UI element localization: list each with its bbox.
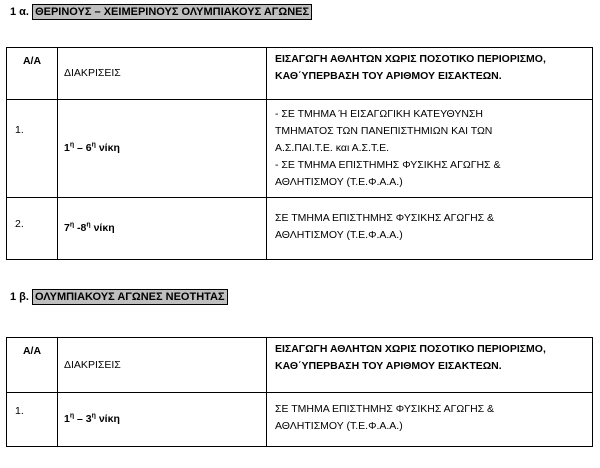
header-entry-line2: ΚΑΘ΄ΥΠΕΡΒΑΣΗ ΤΟΥ ΑΡΙΘΜΟΥ ΕΙΣΑΚΤΕΩΝ. bbox=[275, 70, 502, 82]
row-distinction: $7^\eta$ $-8^\eta$ νίκη bbox=[58, 198, 267, 260]
header-entry-line1: ΕΙΣΑΓΩΓΗ ΑΘΛΗΤΩΝ ΧΩΡΙΣ ΠΟΣΟΤΙΚΟ ΠΕΡΙΟΡΙΣΜΟ, bbox=[275, 53, 546, 65]
section2-heading bbox=[10, 291, 228, 303]
row-distinction: $1^\eta - 6^\eta$ νίκη bbox=[58, 100, 267, 198]
section1-number: 1 α. bbox=[10, 6, 29, 18]
section1-title: ΘΕΡΙΝΟΥΣ – ΧΕΙΜΕΡΙΝΟΥΣ ΟΛΥΜΠΙΑΚΟΥΣ ΑΓΩΝΕΣ bbox=[32, 4, 312, 20]
row-entry: - ΣΕ ΤΜΗΜΑ Ή ΕΙΣΑΓΩΓΙΚΗ ΚΑΤΕΥΘΥΝΣΗ ΤΜΗΜΑΤΟΣ ΤΩΝ ΠΑΝΕΠΙΣΤΗΜΙΩΝ ΚΑΙ ΤΩΝ Α.Σ.ΠΑΙ.Τ.Ε. και Α.Σ.Τ.Ε. - ΣΕ ΤΜΗΜΑ ΕΠΙΣΤΗΜΗΣ ΦΥΣΙΚΗΣ ΑΓΩΓΗΣ & ΑΘΛΗΤΙΣΜΟΥ (Τ.Ε.Φ.Α.Α.) bbox=[267, 100, 593, 198]
table-row bbox=[7, 198, 593, 260]
header-entry-line2: ΚΑΘ΄ΥΠΕΡΒΑΣΗ ΤΟΥ ΑΡΙΘΜΟΥ ΕΙΣΑΚΤΕΩΝ. bbox=[275, 360, 502, 372]
row-index: 1. bbox=[7, 100, 58, 198]
header-aa: Α/Α bbox=[7, 48, 58, 100]
row-index: 1. bbox=[7, 393, 58, 447]
table-row bbox=[7, 100, 593, 198]
row-distinction: $1^\eta - 3^\eta$ νίκη bbox=[58, 393, 267, 447]
table-header-row bbox=[7, 48, 593, 100]
row-entry: ΣΕ ΤΜΗΜΑ ΕΠΙΣΤΗΜΗΣ ΦΥΣΙΚΗΣ ΑΓΩΓΗΣ & ΑΘΛΗΤΙΣΜΟΥ (Τ.Ε.Φ.Α.Α.) bbox=[267, 393, 593, 447]
table-header-row bbox=[7, 338, 593, 393]
row-entry: ΣΕ ΤΜΗΜΑ ΕΠΙΣΤΗΜΗΣ ΦΥΣΙΚΗΣ ΑΓΩΓΗΣ & ΑΘΛΗΤΙΣΜΟΥ (Τ.Ε.Φ.Α.Α.) bbox=[267, 198, 593, 260]
section1-table bbox=[6, 47, 593, 260]
header-distinctions: ΔΙΑΚΡΙΣΕΙΣ bbox=[58, 48, 267, 100]
header-distinctions: ΔΙΑΚΡΙΣΕΙΣ bbox=[58, 338, 267, 393]
row-index: 2. bbox=[7, 198, 58, 260]
header-entry bbox=[267, 338, 593, 393]
header-entry-line1: ΕΙΣΑΓΩΓΗ ΑΘΛΗΤΩΝ ΧΩΡΙΣ ΠΟΣΟΤΙΚΟ ΠΕΡΙΟΡΙΣΜΟ, bbox=[275, 343, 546, 355]
section2-table bbox=[6, 337, 593, 447]
section2-number: 1 β. bbox=[10, 291, 29, 303]
header-aa: Α/Α bbox=[7, 338, 58, 393]
section1-heading bbox=[10, 6, 312, 18]
section2-title: ΟΛΥΜΠΙΑΚΟΥΣ ΑΓΩΝΕΣ ΝΕΟΤΗΤΑΣ bbox=[32, 289, 228, 305]
header-entry bbox=[267, 48, 593, 100]
table-row bbox=[7, 393, 593, 447]
